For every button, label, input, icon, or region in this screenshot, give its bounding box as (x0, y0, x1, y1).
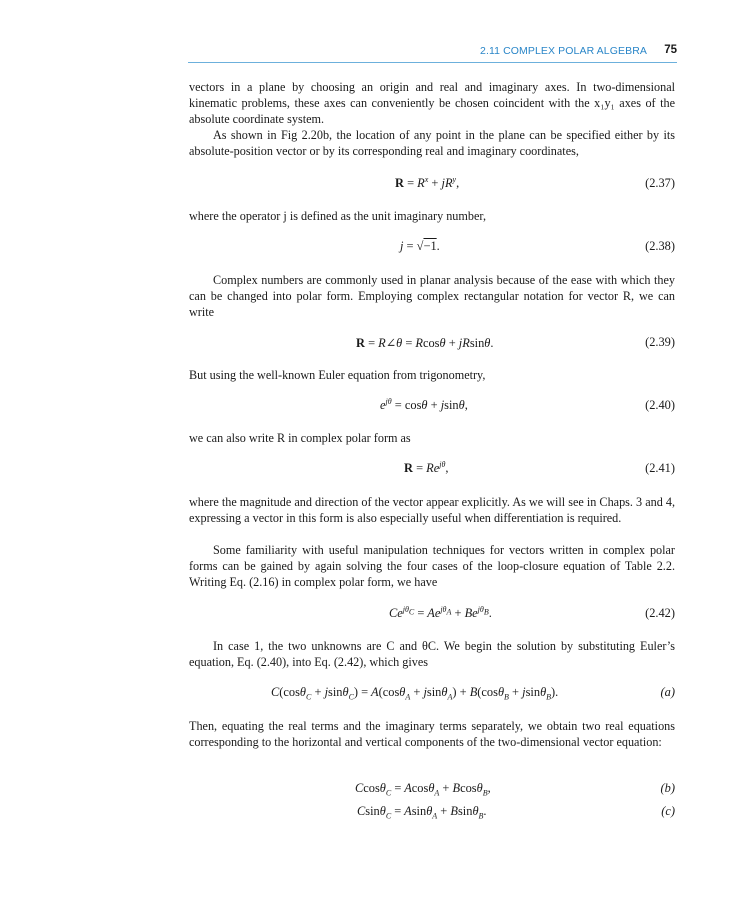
equation-number: (2.42) (645, 606, 675, 620)
header-rule (188, 62, 677, 63)
equation-2-38: j = √−1. (2.38) (400, 239, 675, 253)
equation-number: (2.38) (645, 239, 675, 253)
equation-c: Csinθ$_C$ = Asinθ$_A$ + Bsinθ$_B$. (c) (357, 804, 675, 821)
running-head: 2.11 COMPLEX POLAR ALGEBRA (480, 45, 647, 57)
equation-number: (2.37) (645, 176, 675, 190)
paragraph-3: where the operator j is defined as the unit imaginary number, (189, 209, 486, 223)
equation-b: Ccosθ$_C$ = Acosθ$_A$ + Bcosθ$_B$, (b) (355, 781, 675, 798)
equation-a: C(cosθ$_C$ + jsinθ$_C$) = A(cosθ$_A$ + jsinθ$_A$) + B(cosθ$_B$ + jsinθ$_B$). (a) (271, 685, 675, 702)
equation-2-42: $Ce^{j\theta_C} = Ae^{j\theta_A} + Be^{j\theta_B}$. (2.42) (389, 604, 675, 620)
equation-2-37: $R = R^x + jR^y$, (2.37) (395, 174, 675, 190)
equation-2-41: $R = Re^{j\theta}$, (2.41) (404, 459, 675, 475)
paragraph-6: we can also write R in complex polar form as (189, 431, 411, 445)
equation-2-40: $e^{j\theta} = \cos\theta + jsin\theta$, (2.40) (380, 396, 675, 412)
paragraph-2: As shown in Fig 2.20b, the location of any point in the plane can be specified either by its absolute-position vector or by its corresponding real and imaginary coordinates, (189, 128, 675, 158)
equation-2-39: R = R∠θ = Rcosθ + jRsinθ. (2.39) (356, 335, 675, 350)
paragraph-9: In case 1, the two unknowns are C and θC. We begin the solution by substituting Euler’s equation, Eq. (2.40), into Eq. (2.42), which gives (189, 639, 675, 669)
equation-number: (a) (660, 685, 675, 699)
paragraph-7: where the magnitude and direction of the vector appear explicitly. As we will see in Chaps. 3 and 4, expressing a vector in this form is also especially useful when differentiation is required. (189, 495, 675, 525)
equation-number: (c) (661, 804, 675, 818)
paragraph-4: Complex numbers are commonly used in planar analysis because of the ease with which they can be changed into polar form. Employing complex rectangular notation for vector R, we can write (189, 273, 675, 319)
page-header (0, 0, 737, 64)
equation-number: (2.41) (645, 461, 675, 475)
paragraph-1: vectors in a plane by choosing an origin and real and imaginary axes. In two-dimensional kinematic problems, these axes can conveniently be chosen coincident with the x₁y₁ axes of the absolute coordinate system. (189, 80, 675, 126)
paragraph-5: But using the well-known Euler equation from trigonometry, (189, 368, 486, 382)
page-number: 75 (664, 44, 677, 56)
paragraph-10: Then, equating the real terms and the imaginary terms separately, we obtain two real equations corresponding to the horizontal and vertical components of the two-dimensional vector equation: (189, 719, 675, 749)
equation-number: (2.39) (645, 335, 675, 349)
equation-number: (b) (660, 781, 675, 795)
equation-number: (2.40) (645, 398, 675, 412)
paragraph-8: Some familiarity with useful manipulation techniques for vectors written in complex polar forms can be gained by again solving the four cases of the loop-closure equation of Table 2.2. Writing Eq. (2.16) in complex polar form, we have (189, 543, 675, 589)
